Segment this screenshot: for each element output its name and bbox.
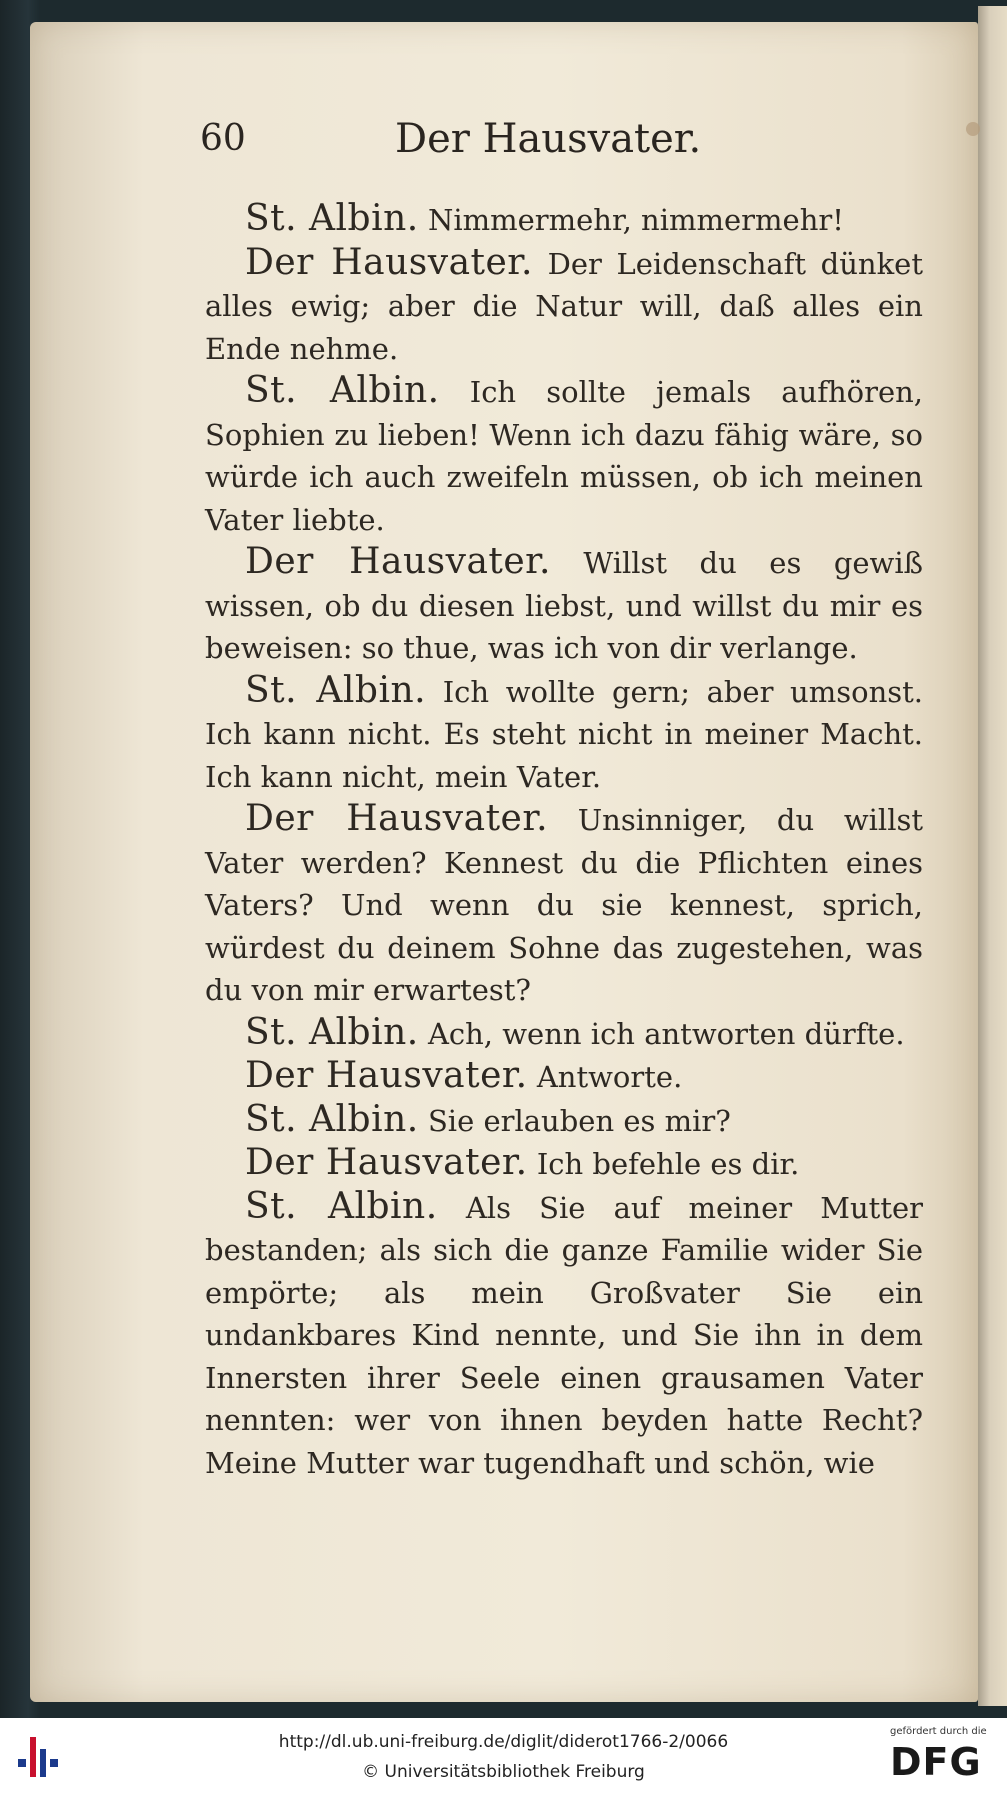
speaker-name: Der Hausvater. <box>245 1142 528 1183</box>
speaker-name: St. Albin. <box>245 1011 419 1053</box>
speech-text: Sie erlauben es mir? <box>427 1103 731 1138</box>
paragraph <box>205 541 923 670</box>
paragraph <box>205 670 923 799</box>
speech-text: Ich wollte gern; aber umsonst. Ich kann nicht. Es steht nicht in meiner Macht. Ich kann nicht, mein Vater. <box>205 674 924 794</box>
paragraph <box>205 798 923 1012</box>
speech-text: Ach, wenn ich antworten dürfte. <box>427 1016 905 1051</box>
document-url-link[interactable]: http://dl.ub.uni-freiburg.de/diglit/diderot1766-2/0066 <box>278 1732 729 1752</box>
running-title: Der Hausvater. <box>395 116 702 162</box>
paragraph <box>205 1012 923 1056</box>
speech-text: Willst du es gewiß wissen, ob du diesen liebst, und willst du mir es beweisen: so thue, was ich von dir verlange. <box>205 546 924 665</box>
speaker-name: St. Albin. <box>245 370 440 411</box>
paragraph <box>205 1142 923 1186</box>
paragraph <box>205 242 923 371</box>
speaker-name: Der Hausvater. <box>245 541 551 582</box>
speech-text: Der Leidenschaft dünket alles ewig; aber die Natur will, daß alles ein Ende nehme. <box>205 246 923 366</box>
paragraph <box>205 1055 923 1099</box>
page-header <box>200 118 800 178</box>
speaker-name: Der Hausvater. <box>245 1055 528 1096</box>
speech-text: Nimmermehr, nimmermehr! <box>427 203 844 237</box>
footer-bar <box>0 1718 1007 1795</box>
speaker-name: Der Hausvater. <box>245 241 533 283</box>
speaker-name: St. Albin. <box>245 1185 438 1227</box>
speaker-name: Der Hausvater. <box>245 798 549 839</box>
speech-text: Ich sollte jemals aufhören, Sophien zu lieben! Wenn ich dazu fähig wäre, so würde ich auch zweifeln müssen, ob ich meinen Vater liebte. <box>205 375 924 537</box>
speech-text: Als Sie auf meiner Mutter bestanden; als sich die ganze Familie wider Sie empörte; als mein Großvater Sie ein undankbares Kind nennte, und Sie ihn in dem Innersten ihrer Seele einen grausamen Vater nennten: wer von ihnen beyden hatte Recht? Meine Mutter war tugendhaft und schön, wie <box>205 1190 924 1480</box>
dfg-logo[interactable]: DFG <box>890 1740 982 1784</box>
paragraph <box>205 370 923 541</box>
funder-caption: gefördert durch die <box>890 1726 987 1737</box>
speaker-name: St. Albin. <box>245 1098 419 1140</box>
paragraph <box>205 1186 923 1485</box>
speaker-name: St. Albin. <box>245 198 419 239</box>
paragraph <box>205 198 923 242</box>
page-number: 60 <box>200 118 246 159</box>
speech-text: Ich befehle es dir. <box>536 1147 800 1181</box>
paragraph <box>205 1099 923 1143</box>
speech-text: Antworte. <box>536 1060 683 1094</box>
text-block <box>205 198 923 1484</box>
speaker-name: St. Albin. <box>245 669 427 711</box>
next-page-edge <box>978 6 1007 1706</box>
copyright-text: © Universitätsbibliothek Freiburg <box>362 1762 645 1782</box>
paper-stain <box>966 122 980 136</box>
speech-text: Unsinniger, du willst Vater werden? Kennest du die Pflichten eines Vaters? Und wenn du sie kennest, sprich, würdest du deinem Sohne das zugestehen, was du von mir erwartest? <box>205 803 924 1007</box>
